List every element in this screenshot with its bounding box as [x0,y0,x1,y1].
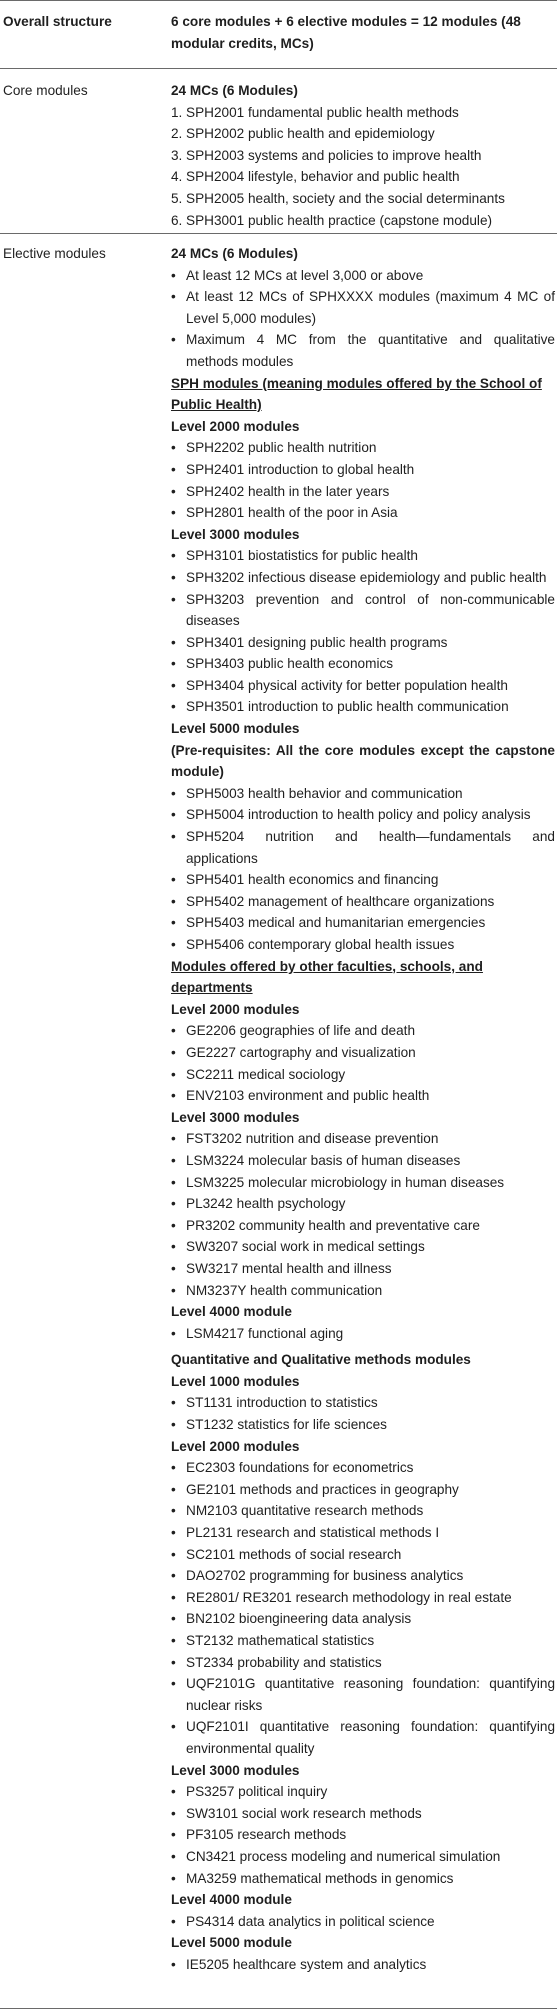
item-text: SPH2005 health, society and the social determinants [186,190,505,206]
list-item: • SPH3501 introduction to public health communication [171,696,555,718]
elective-heading: 24 MCs (6 Modules) [171,246,298,261]
item-text: SPH2004 lifestyle, behavior and public health [186,169,460,185]
quant-level-4000-list [171,1911,555,1933]
elective-rules-list [171,265,555,373]
quant-methods-heading: Quantitative and Qualitative methods modules [171,1352,471,1368]
sph-level-2000-heading: Level 2000 modules [171,418,300,434]
sph-level-2000-list [171,437,555,523]
list-item: • PR3202 community health and preventative care [171,1215,555,1237]
list-item: • At least 12 MCs at level 3,000 or above [171,265,555,287]
list-item [171,145,555,167]
list-item: • PS4314 data analytics in political science [171,1911,555,1933]
list-item: • LSM3224 molecular basis of human diseases [171,1150,555,1172]
list-item: • SPH5406 contemporary global health issues [171,934,555,956]
list-item: • SW3217 mental health and illness [171,1258,555,1280]
quant-level-1000-heading: Level 1000 modules [171,1373,300,1389]
list-item: • IE5205 healthcare system and analytics [171,1954,555,1976]
item-text: SPH2002 public health and epidemiology [186,126,435,142]
list-item [171,123,555,145]
elective-label: Elective modules [3,246,106,261]
list-item: • LSM3225 molecular microbiology in human diseases [171,1172,555,1194]
item-text: SPH2001 fundamental public health methods [186,104,459,120]
list-item: • SW3101 social work research methods [171,1803,555,1825]
core-list [171,102,555,232]
list-item: • SPH2801 health of the poor in Asia [171,502,555,524]
sph-level-5000-list [171,783,555,956]
list-item: • ST2132 mathematical statistics [171,1630,555,1652]
list-item [171,102,555,124]
list-item: • ST1232 statistics for life sciences [171,1414,555,1436]
other-level-4000-list [171,1323,555,1345]
other-level-2000-list [171,1020,555,1106]
list-item: • ST1131 introduction to statistics [171,1392,555,1414]
header-rule [0,68,557,69]
list-item: • UQF2101I quantitative reasoning foundation: quantifying environmental quality [171,1716,555,1759]
list-item: • PL2131 research and statistical methods I [171,1522,555,1544]
item-number: 5. [171,190,183,206]
list-item: • PL3242 health psychology [171,1193,555,1215]
list-item: • At least 12 MCs of SPHXXXX modules (maximum 4 MC of Level 5,000 modules) [171,286,555,329]
list-item: • SPH5401 health economics and financing [171,869,555,891]
core-content [171,80,555,231]
table-bottom-rule [0,2008,557,2009]
list-item: • SC2101 methods of social research [171,1544,555,1566]
list-item: • SPH3101 biostatistics for public health [171,545,555,567]
core-rule [0,233,557,234]
list-item: • NM3237Y health communication [171,1280,555,1302]
list-item: • Maximum 4 MC from the quantitative and qualitative methods modules [171,329,555,372]
list-item: • PF3105 research methods [171,1824,555,1846]
item-number: 1. [171,104,183,120]
header-content: 6 core modules + 6 elective modules = 12 modules (48 modular credits, MCs) [171,14,521,51]
table-top-rule [0,0,557,1]
list-item: • SC2211 medical sociology [171,1064,555,1086]
list-item: • SPH3404 physical activity for better population health [171,675,555,697]
list-item: • UQF2101G quantitative reasoning foundation: quantifying nuclear risks [171,1673,555,1716]
sph-modules-heading: SPH modules (meaning modules offered by the School of Public Health) [171,375,542,413]
item-number: 2. [171,126,183,142]
quant-level-3000-list [171,1781,555,1889]
list-item: • LSM4217 functional aging [171,1323,555,1345]
list-item: • RE2801/ RE3201 research methodology in real estate [171,1587,555,1609]
list-item: • GE2101 methods and practices in geography [171,1479,555,1501]
sph-level-5000-heading: Level 5000 modules [171,721,300,737]
item-number: 4. [171,169,183,185]
quant-level-5000-list [171,1954,555,1976]
quant-level-4000-heading: Level 4000 module [171,1892,292,1908]
core-label: Core modules [3,83,88,98]
list-item: • ST2334 probability and statistics [171,1652,555,1674]
list-item: • SW3207 social work in medical settings [171,1236,555,1258]
other-level-3000-list [171,1128,555,1301]
core-heading: 24 MCs (6 Modules) [171,83,298,98]
quant-level-2000-heading: Level 2000 modules [171,1438,300,1454]
quant-level-2000-list [171,1457,555,1759]
sph-level-3000-heading: Level 3000 modules [171,526,300,542]
sph-level-3000-list [171,545,555,718]
list-item: • DAO2702 programming for business analytics [171,1565,555,1587]
other-faculties-heading: Modules offered by other faculties, schools, and departments [171,958,483,996]
list-item: • ENV2103 environment and public health [171,1085,555,1107]
list-item: • SPH3202 infectious disease epidemiology and public health [171,567,555,589]
list-item: • FST3202 nutrition and disease prevention [171,1128,555,1150]
list-item: • MA3259 mathematical methods in genomics [171,1868,555,1890]
list-item: • SPH2202 public health nutrition [171,437,555,459]
list-item: • SPH3403 public health economics [171,653,555,675]
list-item [171,188,555,210]
list-item [171,166,555,188]
list-item: • GE2206 geographies of life and death [171,1020,555,1042]
list-item: • SPH5402 management of healthcare organizations [171,891,555,913]
list-item: • SPH5004 introduction to health policy and policy analysis [171,804,555,826]
list-item: • SPH2402 health in the later years [171,481,555,503]
list-item: • EC2303 foundations for econometrics [171,1457,555,1479]
other-level-4000-heading: Level 4000 module [171,1304,292,1320]
list-item: • GE2227 cartography and visualization [171,1042,555,1064]
other-level-3000-heading: Level 3000 modules [171,1109,300,1125]
quant-level-5000-heading: Level 5000 module [171,1935,292,1951]
list-item: • SPH5003 health behavior and communication [171,783,555,805]
sph-level-5000-prerequisite-note: (Pre-requisites: All the core modules except the capstone module) [171,742,555,780]
quant-level-3000-heading: Level 3000 modules [171,1762,300,1778]
item-text: SPH2003 systems and policies to improve health [186,147,482,163]
item-text: SPH3001 public health practice (capstone module) [186,212,493,228]
list-item: • PS3257 political inquiry [171,1781,555,1803]
list-item [171,210,555,232]
list-item: • SPH5403 medical and humanitarian emergencies [171,912,555,934]
quant-level-1000-list [171,1392,555,1435]
list-item: • SPH5204 nutrition and health—fundamentals and applications [171,826,555,869]
list-item: • BN2102 bioengineering data analysis [171,1608,555,1630]
list-item: • SPH2401 introduction to global health [171,459,555,481]
other-level-2000-heading: Level 2000 modules [171,1001,300,1017]
header-label: Overall structure [3,14,112,29]
list-item: • SPH3401 designing public health programs [171,632,555,654]
list-item: • SPH3203 prevention and control of non-communicable diseases [171,589,555,632]
elective-content [171,243,555,1976]
item-number: 6. [171,212,183,228]
list-item: • NM2103 quantitative research methods [171,1500,555,1522]
item-number: 3. [171,147,183,163]
list-item: • CN3421 process modeling and numerical simulation [171,1846,555,1868]
